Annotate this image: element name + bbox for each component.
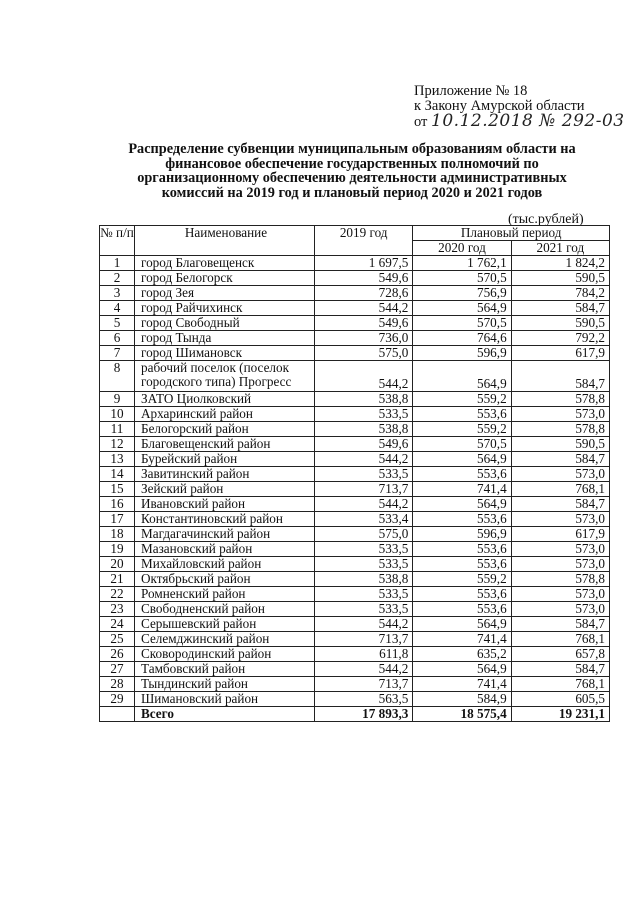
header-2020: 2020 год [413,241,511,256]
table-row [100,602,610,617]
row-number: 7 [100,346,135,361]
value-2019: 533,5 [315,602,413,617]
row-name: рабочий поселок (поселок городского типа) Прогресс [135,361,315,392]
total-row [100,707,610,722]
row-name: Селемджинский район [135,632,315,647]
row-name: Тамбовский район [135,662,315,677]
row-name: Шимановский район [135,692,315,707]
value-2021: 584,7 [511,662,609,677]
row-name: Благовещенский район [135,437,315,452]
total-2020: 18 575,4 [413,707,511,722]
appendix-header [414,84,625,130]
row-number: 24 [100,617,135,632]
row-name: Тындинский район [135,677,315,692]
row-number: 9 [100,392,135,407]
value-2020: 570,5 [413,271,511,286]
row-name: Завитинский район [135,467,315,482]
value-2021: 578,8 [511,392,609,407]
row-number: 13 [100,452,135,467]
value-2021: 578,8 [511,422,609,437]
value-2019: 533,5 [315,557,413,572]
row-name: Михайловский район [135,557,315,572]
row-name: Ромненский район [135,587,315,602]
value-2021: 573,0 [511,467,609,482]
value-2019: 544,2 [315,361,413,392]
table-row [100,271,610,286]
units-label: (тыс.рублей) [508,212,584,227]
value-2019: 575,0 [315,346,413,361]
table-row [100,497,610,512]
total-label: Всего [135,707,315,722]
table-row [100,301,610,316]
value-2020: 559,2 [413,422,511,437]
table-row [100,587,610,602]
value-2019: 563,5 [315,692,413,707]
value-2021: 1 824,2 [511,256,609,271]
row-number: 26 [100,647,135,662]
table-row [100,542,610,557]
value-2020: 741,4 [413,482,511,497]
value-2019: 549,6 [315,271,413,286]
value-2020: 553,6 [413,587,511,602]
total-num-empty [100,707,135,722]
appendix-number: Приложение № 18 [414,83,528,99]
value-2020: 553,6 [413,512,511,527]
value-2021: 584,7 [511,617,609,632]
row-name: Сковородинский район [135,647,315,662]
row-number: 5 [100,316,135,331]
value-2020: 584,9 [413,692,511,707]
table-row [100,452,610,467]
value-2019: 544,2 [315,452,413,467]
value-2021: 590,5 [511,271,609,286]
row-number: 1 [100,256,135,271]
row-number: 6 [100,331,135,346]
table-row [100,467,610,482]
value-2020: 564,9 [413,662,511,677]
row-number: 25 [100,632,135,647]
value-2019: 533,4 [315,512,413,527]
value-2019: 713,7 [315,482,413,497]
value-2021: 657,8 [511,647,609,662]
value-2020: 635,2 [413,647,511,662]
value-2021: 605,5 [511,692,609,707]
row-name: Мазановский район [135,542,315,557]
row-number: 27 [100,662,135,677]
value-2021: 590,5 [511,316,609,331]
row-name: Свободненский район [135,602,315,617]
row-number: 18 [100,527,135,542]
row-number: 14 [100,467,135,482]
value-2019: 544,2 [315,301,413,316]
row-name: город Шимановск [135,346,315,361]
row-name: город Свободный [135,316,315,331]
header-num: № п/п [100,226,135,256]
value-2019: 544,2 [315,662,413,677]
value-2021: 573,0 [511,407,609,422]
table-row [100,407,610,422]
value-2020: 559,2 [413,572,511,587]
value-2019: 533,5 [315,542,413,557]
table-row [100,361,610,392]
value-2020: 756,9 [413,286,511,301]
row-number: 20 [100,557,135,572]
value-2019: 538,8 [315,422,413,437]
value-2019: 1 697,5 [315,256,413,271]
row-number: 3 [100,286,135,301]
row-number: 22 [100,587,135,602]
table-row [100,331,610,346]
row-number: 15 [100,482,135,497]
value-2021: 584,7 [511,497,609,512]
header-2021: 2021 год [511,241,609,256]
table-row [100,677,610,692]
table-row [100,692,610,707]
row-name: Зейский район [135,482,315,497]
value-2019: 713,7 [315,632,413,647]
row-name: город Райчихинск [135,301,315,316]
value-2020: 553,6 [413,467,511,482]
value-2020: 564,9 [413,617,511,632]
value-2020: 564,9 [413,452,511,467]
value-2020: 553,6 [413,407,511,422]
row-number: 2 [100,271,135,286]
table-row [100,316,610,331]
value-2021: 573,0 [511,542,609,557]
value-2021: 573,0 [511,557,609,572]
total-2021: 19 231,1 [511,707,609,722]
row-number: 10 [100,407,135,422]
value-2021: 573,0 [511,512,609,527]
value-2019: 533,5 [315,467,413,482]
value-2020: 741,4 [413,632,511,647]
value-2019: 544,2 [315,617,413,632]
table-row [100,662,610,677]
value-2021: 573,0 [511,587,609,602]
value-2019: 713,7 [315,677,413,692]
table-row [100,527,610,542]
row-number: 17 [100,512,135,527]
table-row [100,632,610,647]
value-2019: 575,0 [315,527,413,542]
row-name: Серышевский район [135,617,315,632]
value-2021: 768,1 [511,632,609,647]
row-number: 21 [100,572,135,587]
document-title: Распределение субвенции муниципальным образованиям области на финансовое обеспечение государственных полномочий по организационному обеспечению деятельности административных комиссий на 2019 год и плановый период 2020 и 2021 годов [128,141,576,201]
value-2021: 584,7 [511,361,609,392]
table-row [100,647,610,662]
row-number: 23 [100,602,135,617]
value-2021: 768,1 [511,677,609,692]
table-row [100,437,610,452]
row-name: Константиновский район [135,512,315,527]
value-2021: 584,7 [511,452,609,467]
value-2019: 533,5 [315,407,413,422]
value-2020: 570,5 [413,316,511,331]
row-number: 4 [100,301,135,316]
row-name: Ивановский район [135,497,315,512]
value-2019: 538,8 [315,392,413,407]
header-name: Наименование [135,226,315,256]
table-row [100,286,610,301]
row-name: город Тында [135,331,315,346]
value-2021: 617,9 [511,527,609,542]
value-2019: 611,8 [315,647,413,662]
row-name: Магдагачинский район [135,527,315,542]
value-2020: 570,5 [413,437,511,452]
table-row [100,617,610,632]
value-2019: 533,5 [315,587,413,602]
value-2021: 792,2 [511,331,609,346]
table-row [100,422,610,437]
value-2020: 553,6 [413,602,511,617]
value-2019: 736,0 [315,331,413,346]
value-2021: 590,5 [511,437,609,452]
table-row [100,512,610,527]
row-number: 16 [100,497,135,512]
row-name: Белогорский район [135,422,315,437]
value-2020: 1 762,1 [413,256,511,271]
value-2020: 596,9 [413,346,511,361]
row-number: 28 [100,677,135,692]
table-body [100,256,610,722]
value-2019: 728,6 [315,286,413,301]
row-name: Октябрьский район [135,572,315,587]
value-2020: 564,9 [413,301,511,316]
value-2021: 578,8 [511,572,609,587]
row-number: 29 [100,692,135,707]
value-2020: 741,4 [413,677,511,692]
value-2021: 768,1 [511,482,609,497]
row-name: город Белогорск [135,271,315,286]
appendix-date-prefix: от [414,114,428,130]
value-2019: 549,6 [315,316,413,331]
row-number: 19 [100,542,135,557]
header-2019: 2019 год [315,226,413,256]
row-name: ЗАТО Циолковский [135,392,315,407]
value-2020: 764,6 [413,331,511,346]
value-2021: 784,2 [511,286,609,301]
handwritten-date-number: 10.12.2018 № 292-03 [431,111,625,131]
value-2019: 544,2 [315,497,413,512]
row-name: Архаринский район [135,407,315,422]
header-plan-period: Плановый период [413,226,610,241]
value-2020: 564,9 [413,361,511,392]
row-name: город Зея [135,286,315,301]
row-number: 12 [100,437,135,452]
table-row [100,557,610,572]
subvention-table [99,225,610,722]
row-number: 11 [100,422,135,437]
table-row [100,482,610,497]
value-2021: 584,7 [511,301,609,316]
value-2020: 596,9 [413,527,511,542]
value-2021: 573,0 [511,602,609,617]
total-2019: 17 893,3 [315,707,413,722]
row-number: 8 [100,361,135,392]
value-2019: 538,8 [315,572,413,587]
value-2020: 553,6 [413,557,511,572]
appendix-date-line [414,111,625,131]
value-2019: 549,6 [315,437,413,452]
value-2021: 617,9 [511,346,609,361]
value-2020: 559,2 [413,392,511,407]
row-name: город Благовещенск [135,256,315,271]
table-row [100,392,610,407]
table-row [100,256,610,271]
appendix-law: к Закону Амурской области [414,98,585,114]
table-row [100,346,610,361]
value-2020: 553,6 [413,542,511,557]
table-row [100,572,610,587]
value-2020: 564,9 [413,497,511,512]
row-name: Бурейский район [135,452,315,467]
